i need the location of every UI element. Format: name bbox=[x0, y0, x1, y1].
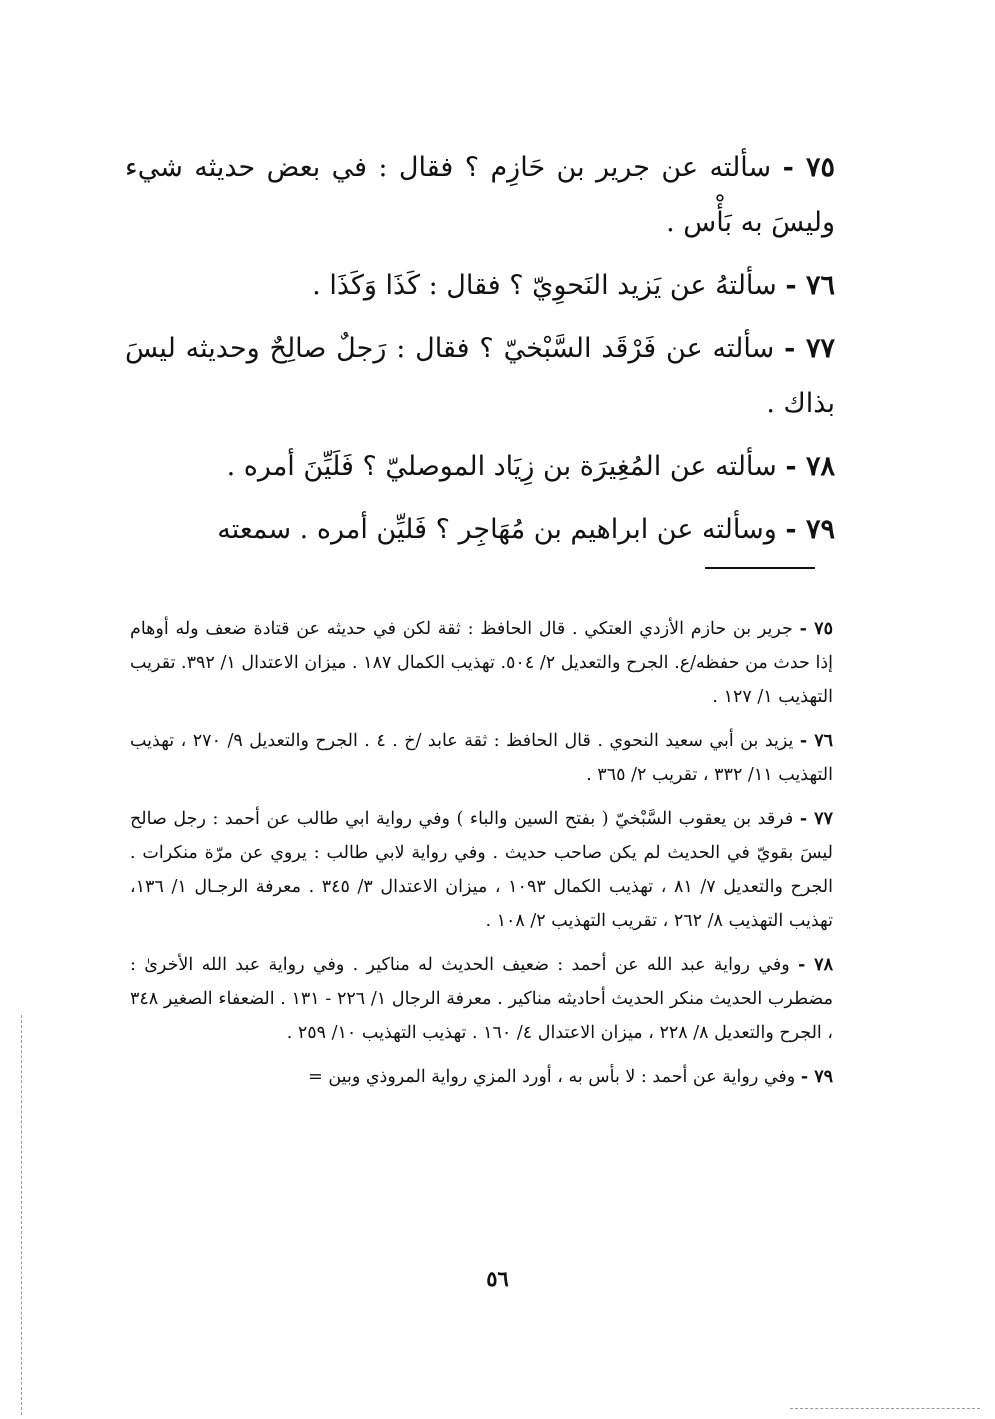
footnote-number: ٧٨ - bbox=[798, 955, 833, 975]
entry-number: ٧٩ - bbox=[785, 514, 835, 545]
main-text-block bbox=[125, 140, 835, 565]
scan-bottom-line bbox=[790, 1408, 980, 1409]
main-entry-75 bbox=[125, 140, 835, 250]
footnote-text: وفي رواية عن أحمد : لا بأس به ، أورد المزي رواية المروذي وبين = bbox=[308, 1067, 796, 1087]
footnote-number: ٧٧ - bbox=[799, 809, 833, 829]
footnote-text: فرقد بن يعقوب السَّبْخيّ ( بفتح السين والباء ) وفي رواية ابي طالب عن أحمد : رجل صالح ليسَ بقويّ في الحديث لم يكن صاحب حديث . وفي رواية لابي طالب : يروي عن مرّة منكرات . الجرح والتعديل ٧/ ٨١ ، تهذيب الكمال ١٠٩٣ ، ميزان الاعتدال ٣/ ٣٤٥ . معرفة الرجـال ١/ ١٣٦، تهذيب التهذيب ٨/ ٢٦٢ ، تقريب التهذيب ٢/ ١٠٨ . bbox=[130, 809, 833, 931]
main-entry-77 bbox=[125, 321, 835, 431]
entry-number: ٧٥ - bbox=[782, 152, 835, 183]
footnote-separator bbox=[705, 567, 815, 569]
footnote-number: ٧٩ - bbox=[800, 1067, 833, 1087]
footnote-75 bbox=[130, 612, 833, 714]
entry-number: ٧٦ - bbox=[785, 270, 835, 301]
entry-text: سألتهُ عن يَزيد النَحوِيّ ؟ فقال : كَذَا وَكَذَا . bbox=[312, 270, 777, 301]
main-entry-76 bbox=[125, 258, 835, 313]
footnote-text: جرير بن حازم الأزدي العتكي . قال الحافظ : ثقة لكن في حديثه عن قتادة ضعف وله أوهام إذا حدث من حفظه/ع. الجرح والتعديل ٢/ ٥٠٤. تهذيب الكمال ١٨٧ . ميزان الاعتدال ١/ ٣٩٢. تقريب التهذيب ١/ ١٢٧ . bbox=[130, 619, 834, 707]
main-entry-78 bbox=[125, 439, 835, 494]
entry-text: سألته عن جرير بن حَازِم ؟ فقال : في بعض حديثه شيء وليسَ به بَأْس . bbox=[125, 152, 835, 238]
footnote-76 bbox=[130, 724, 833, 792]
scan-edge-line bbox=[21, 1015, 22, 1415]
footnote-number: ٧٦ - bbox=[799, 731, 833, 751]
main-entry-79 bbox=[125, 502, 835, 557]
footnote-text: وفي رواية عبد الله عن أحمد : ضعيف الحديث له مناكير . وفي رواية عبد الله الأخرىٰ : مضطرب الحديث منكر الحديث أحاديثه مناكير . معرفة الرجال ١/ ٢٢٦ - ١٣١ . الضعفاء الصغير ٣٤٨ ، الجرح والتعديل ٨/ ٢٢٨ ، ميزان الاعتدال ٤/ ١٦٠ . تهذيب التهذيب ١٠/ ٢٥٩ . bbox=[130, 955, 833, 1043]
entry-number: ٧٧ - bbox=[784, 333, 836, 364]
entry-text: وسألته عن ابراهيم بن مُهَاجِر ؟ فَليِّن أمره . سمعته bbox=[217, 514, 777, 545]
footnote-77 bbox=[130, 802, 833, 938]
footnote-78 bbox=[130, 948, 833, 1050]
entry-text: سألته عن فَرْقَد السَّبْخيّ ؟ فقال : رَجلٌ صالِحٌ وحديثه ليسَ بذاك . bbox=[125, 333, 835, 419]
footnote-number: ٧٥ - bbox=[799, 619, 833, 639]
entry-text: سألته عن المُغِيرَة بن زِيَاد الموصليّ ؟ فَلَيِّنَ أمره . bbox=[226, 451, 777, 482]
footnotes-block bbox=[130, 612, 833, 1104]
page-number: ٥٦ bbox=[486, 1266, 509, 1291]
footnote-79 bbox=[130, 1060, 833, 1094]
footnote-text: يزيد بن أبي سعيد النحوي . قال الحافظ : ثقة عابد /خ . ٤ . الجرح والتعديل ٩/ ٢٧٠ ، تهذيب التهذيب ١١/ ٣٣٢ ، تقريب ٢/ ٣٦٥ . bbox=[130, 731, 833, 785]
entry-number: ٧٨ - bbox=[785, 451, 835, 482]
